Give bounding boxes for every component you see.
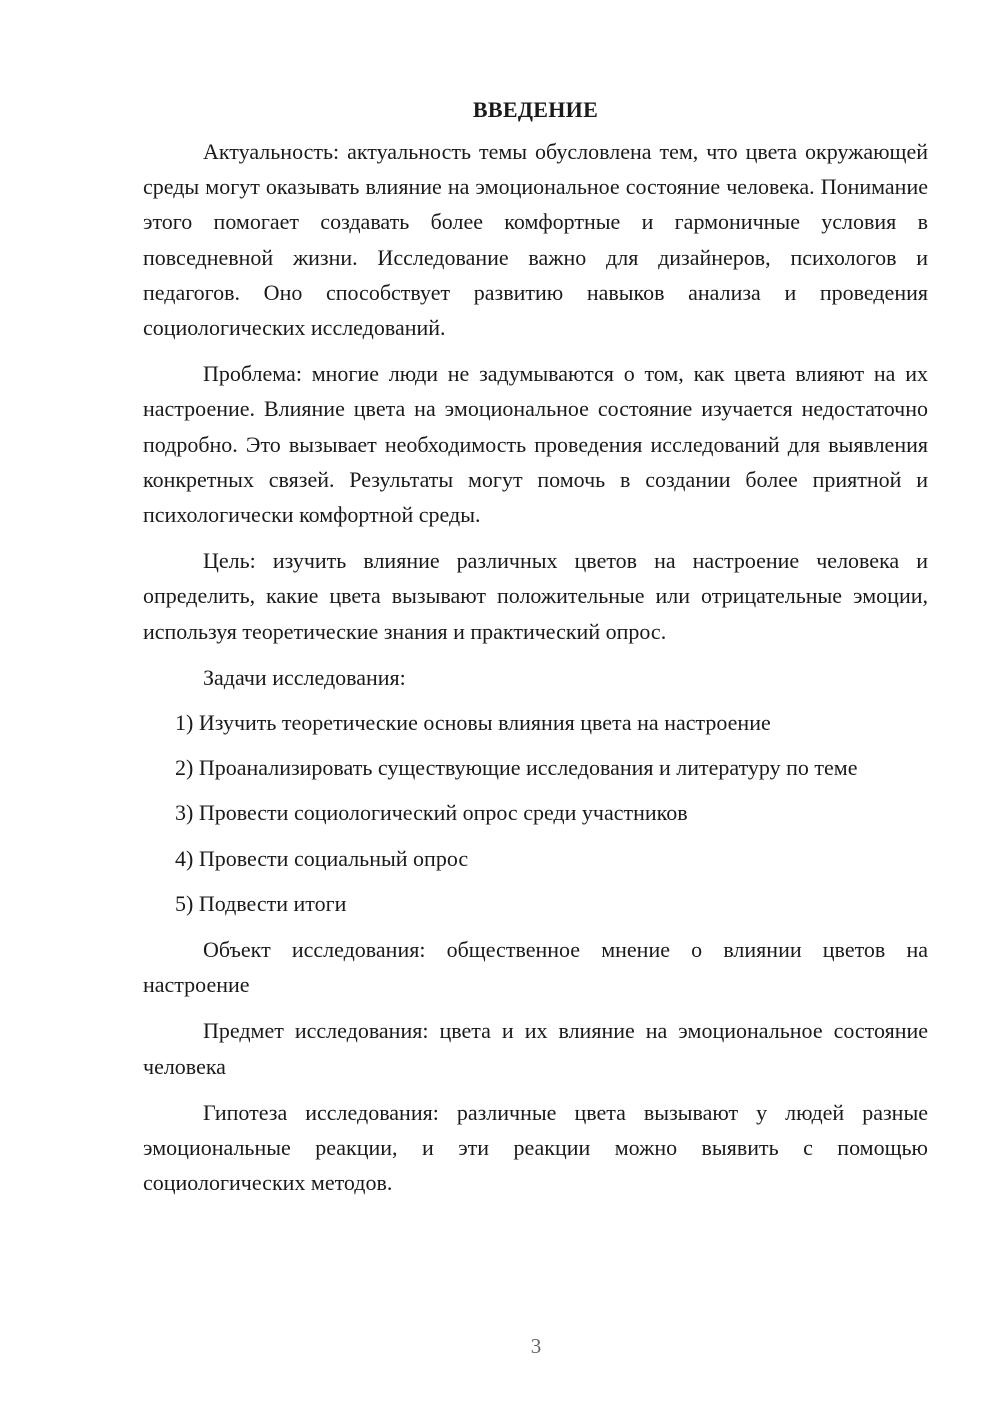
section-heading: ВВЕДЕНИЕ	[472, 97, 599, 122]
page-number: 3	[530, 1334, 542, 1358]
goal-paragraph: Цель: изучить влияние различных цветов на настроение человека и определить, какие цвета вызывают положительные или отрицательные эмоции, используя теоретические знания и практический опрос.	[143, 548, 928, 644]
task-item-5: 5) Подвести итоги	[175, 890, 347, 916]
task-item-2: 2) Проанализировать существующие исследования и литературу по теме	[175, 755, 858, 781]
tasks-title: Задачи исследования:	[203, 664, 406, 690]
page-content	[143, 92, 928, 1200]
subject-paragraph: Предмет исследования: цвета и их влияние на эмоциональное состояние человека	[143, 1018, 928, 1079]
task-item-1: 1) Изучить теоретические основы влияния цвета на настроение	[175, 710, 771, 736]
hypothesis-paragraph: Гипотеза исследования: различные цвета вызывают у людей разные эмоциональные реакции, и эти реакции можно выявить с помощью социологических методов.	[143, 1099, 928, 1196]
task-item-4: 4) Провести социальный опрос	[175, 845, 469, 871]
relevance-paragraph: Актуальность: актуальность темы обусловлена тем, что цвета окружающей среды могут оказывать влияние на эмоциональное состояние человека. Понимание этого помогает создавать более комфортные и гармоничные условия в повседневной жизни. Исследование важно для дизайнеров, психологов и педагогов. Оно способствует развитию навыков анализа и проведения социологических исследований.	[143, 139, 928, 341]
object-paragraph: Объект исследования: общественное мнение о влиянии цветов на настроение	[143, 937, 928, 998]
task-item-3: 3) Провести социологический опрос среди участников	[175, 800, 688, 826]
problem-paragraph: Проблема: многие люди не задумываются о том, как цвета влияют на их настроение. Влияние цвета на эмоциональное состояние изучается недостаточно подробно. Это вызывает необходимость проведения исследований для выявления конкретных связей. Результаты могут помочь в создании более приятной и психологически комфортной среды.	[143, 361, 928, 528]
